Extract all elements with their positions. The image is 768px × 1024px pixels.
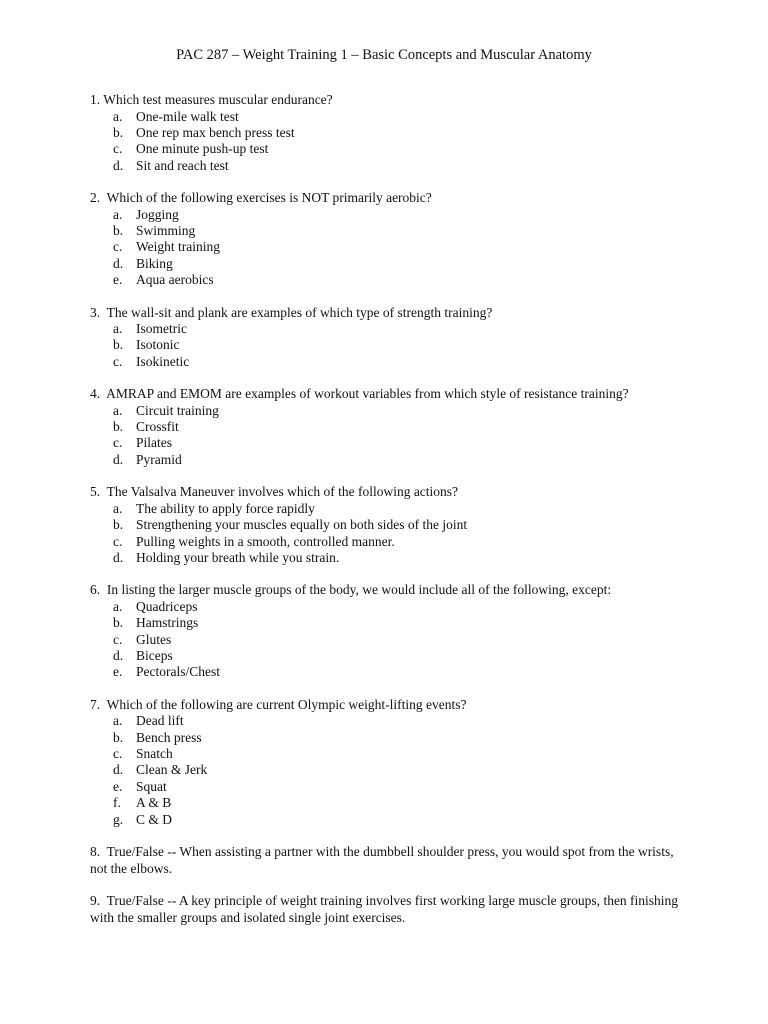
option-text: Quadriceps — [136, 598, 198, 614]
option-a — [90, 207, 690, 223]
option-letter: c. — [113, 239, 123, 255]
question-text: Which of the following are current Olympic weight-lifting events? — [106, 696, 467, 712]
question-stem — [90, 386, 690, 403]
option-letter: d. — [113, 157, 124, 173]
question-text: Which of the following exercises is NOT primarily aerobic? — [106, 190, 432, 206]
option-letter: g. — [113, 811, 124, 827]
option-letter: d. — [113, 255, 124, 271]
option-text: Bench press — [136, 729, 202, 745]
question-stem — [90, 484, 690, 501]
option-a — [90, 321, 690, 337]
question-number: 4. — [90, 386, 101, 402]
question-number: 6. — [90, 582, 101, 598]
option-letter: e. — [113, 664, 123, 680]
question-text: AMRAP and EMOM are examples of workout variables from which style of resistance training? — [106, 386, 629, 402]
option-b — [90, 517, 690, 533]
option-letter: c. — [113, 435, 123, 451]
option-letter: c. — [113, 533, 123, 549]
option-text: The ability to apply force rapidly — [136, 500, 315, 516]
option-c — [90, 435, 690, 451]
option-list — [90, 109, 690, 175]
option-e — [90, 779, 690, 795]
option-text: Isometric — [136, 321, 187, 337]
question-4 — [90, 386, 690, 468]
question-text: In listing the larger muscle groups of the body, we would include all of the following, except: — [106, 582, 612, 598]
question-text: Which test measures muscular endurance? — [103, 92, 333, 107]
option-d — [90, 158, 690, 174]
option-letter: d. — [113, 762, 124, 778]
option-text: One rep max bench press test — [136, 124, 295, 140]
option-letter: c. — [113, 353, 123, 369]
option-letter: f. — [113, 795, 121, 811]
question-2 — [90, 190, 690, 288]
option-text: Biking — [136, 255, 173, 271]
option-text: Holding your breath while you strain. — [136, 549, 340, 565]
option-letter: a. — [113, 321, 123, 337]
question-number: 3. — [90, 304, 101, 320]
question-number: 7. — [90, 696, 101, 712]
option-letter: d. — [113, 549, 124, 565]
option-text: A & B — [136, 795, 172, 811]
option-d — [90, 256, 690, 272]
option-letter: b. — [113, 517, 124, 533]
option-c — [90, 239, 690, 255]
option-letter: a. — [113, 713, 123, 729]
option-text: Clean & Jerk — [136, 762, 208, 778]
question-text: True/False -- When assisting a partner with the dumbbell shoulder press, you would spot from the wrists, not the elbows. — [90, 844, 674, 876]
option-a — [90, 403, 690, 419]
option-c — [90, 534, 690, 550]
option-letter: c. — [113, 746, 123, 762]
question-stem — [90, 305, 690, 322]
option-text: Pectorals/Chest — [136, 664, 220, 680]
option-letter: a. — [113, 598, 123, 614]
option-letter: d. — [113, 451, 124, 467]
question-text: The Valsalva Maneuver involves which of the following actions? — [106, 484, 459, 500]
option-b — [90, 730, 690, 746]
option-letter: a. — [113, 108, 123, 124]
option-letter: e. — [113, 272, 123, 288]
option-b — [90, 125, 690, 141]
option-text: Dead lift — [136, 713, 184, 729]
question-number: 5. — [90, 484, 101, 500]
option-list — [90, 207, 690, 289]
option-letter: b. — [113, 222, 124, 238]
option-letter: e. — [113, 778, 123, 794]
option-a — [90, 599, 690, 615]
question-1 — [90, 92, 690, 174]
question-stem — [90, 190, 690, 207]
option-text: Aqua aerobics — [136, 272, 214, 288]
option-letter: b. — [113, 124, 124, 140]
option-text: Strengthening your muscles equally on both sides of the joint — [136, 517, 468, 533]
option-letter: c. — [113, 631, 123, 647]
option-list — [90, 599, 690, 681]
question-number: 9. — [90, 893, 101, 908]
option-e — [90, 272, 690, 288]
option-c — [90, 354, 690, 370]
option-d — [90, 452, 690, 468]
option-text: Snatch — [136, 746, 173, 762]
option-text: Swimming — [136, 222, 196, 238]
option-b — [90, 419, 690, 435]
option-text: Sit and reach test — [136, 157, 229, 173]
question-text: The wall-sit and plank are examples of which type of strength training? — [106, 304, 493, 320]
option-list — [90, 403, 690, 469]
question-stem — [90, 697, 690, 714]
true-false-question-8 — [90, 844, 690, 877]
question-3 — [90, 305, 690, 371]
page-title: PAC 287 – Weight Training 1 – Basic Concepts and Muscular Anatomy — [176, 47, 592, 63]
option-a — [90, 109, 690, 125]
option-text: Crossfit — [136, 419, 179, 435]
option-a — [90, 713, 690, 729]
option-text: Glutes — [136, 631, 172, 647]
option-text: Circuit training — [136, 402, 219, 418]
option-b — [90, 337, 690, 353]
option-d — [90, 550, 690, 566]
question-stem — [90, 582, 690, 599]
question-list — [90, 92, 690, 942]
option-letter: d. — [113, 647, 124, 663]
option-g — [90, 812, 690, 828]
option-d — [90, 762, 690, 778]
option-text: Biceps — [136, 647, 173, 663]
option-letter: c. — [113, 141, 123, 157]
question-7 — [90, 697, 690, 828]
option-letter: b. — [113, 337, 124, 353]
option-e — [90, 664, 690, 680]
option-list — [90, 501, 690, 567]
option-text: Pyramid — [136, 451, 182, 467]
option-text: Squat — [136, 778, 167, 794]
option-letter: a. — [113, 500, 123, 516]
option-c — [90, 141, 690, 157]
option-b — [90, 615, 690, 631]
option-c — [90, 746, 690, 762]
question-stem — [90, 92, 690, 109]
question-number: 8. — [90, 844, 101, 859]
option-list — [90, 321, 690, 370]
question-number: 2. — [90, 190, 101, 206]
option-f — [90, 795, 690, 811]
option-d — [90, 648, 690, 664]
option-list — [90, 713, 690, 828]
option-a — [90, 501, 690, 517]
question-number: 1. — [90, 92, 101, 107]
option-text: Isotonic — [136, 337, 180, 353]
option-letter: a. — [113, 402, 123, 418]
option-text: One-mile walk test — [136, 108, 239, 124]
option-text: Pilates — [136, 435, 172, 451]
option-text: Hamstrings — [136, 615, 199, 631]
true-false-question-9 — [90, 893, 690, 926]
option-text: Pulling weights in a smooth, controlled manner. — [136, 533, 395, 549]
question-6 — [90, 582, 690, 680]
option-letter: b. — [113, 729, 124, 745]
question-5 — [90, 484, 690, 566]
option-c — [90, 632, 690, 648]
option-text: Weight training — [136, 239, 221, 255]
option-text: Jogging — [136, 206, 179, 222]
option-letter: a. — [113, 206, 123, 222]
option-text: C & D — [136, 811, 173, 827]
option-text: Isokinetic — [136, 353, 190, 369]
option-letter: b. — [113, 615, 124, 631]
option-b — [90, 223, 690, 239]
option-letter: b. — [113, 419, 124, 435]
question-text: True/False -- A key principle of weight training involves first working large muscle groups, then finishing with the smaller groups and isolated single joint exercises. — [90, 893, 679, 925]
option-text: One minute push-up test — [136, 141, 269, 157]
